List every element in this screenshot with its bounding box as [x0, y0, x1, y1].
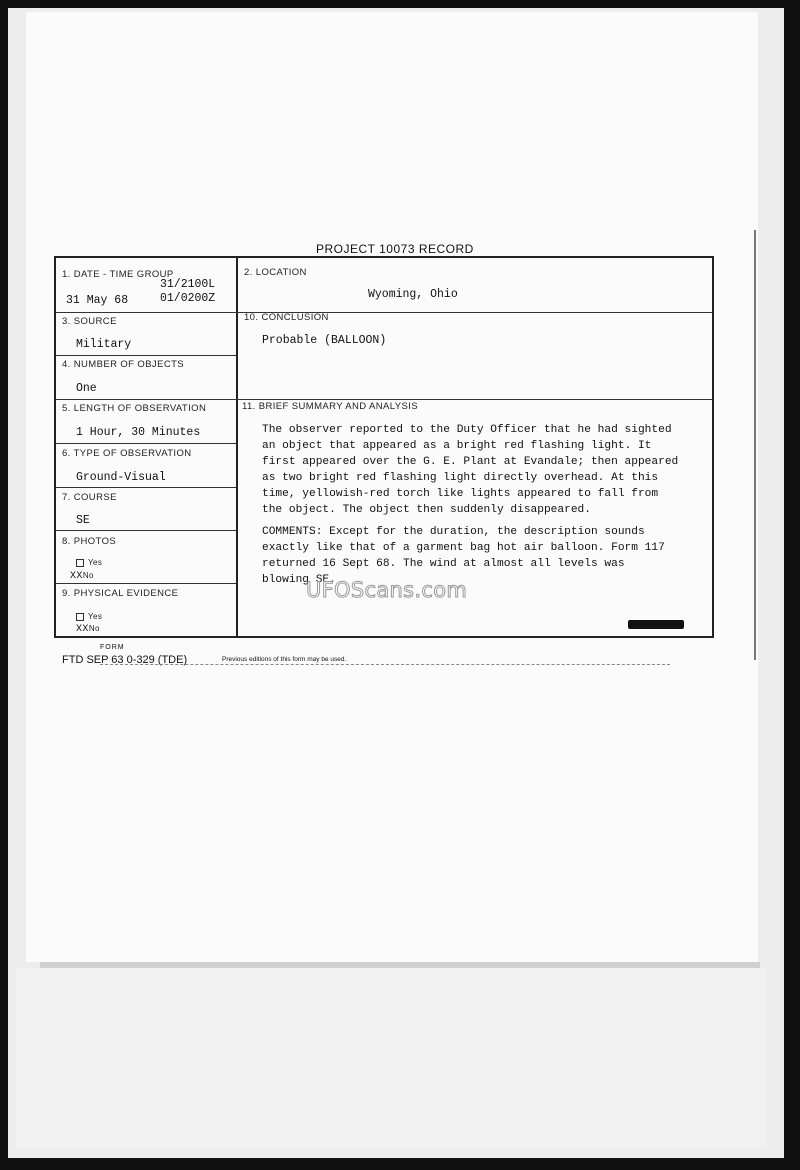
row-divider — [56, 399, 712, 400]
summary-line: the object. The object then suddenly disappeared. — [262, 504, 591, 516]
evidence-no-option — [76, 624, 100, 635]
conclusion-label: 10. CONCLUSION — [244, 312, 329, 323]
location-label: 2. LOCATION — [244, 267, 307, 278]
form-title: PROJECT 10073 RECORD — [316, 242, 474, 256]
watermark-text: UFOScans.com — [306, 578, 468, 602]
summary-label: 11. BRIEF SUMMARY AND ANALYSIS — [242, 401, 419, 412]
footer-form-word: FORM — [100, 644, 125, 651]
row-divider — [56, 530, 236, 531]
length-of-observation-value: 1 Hour, 30 Minutes — [76, 426, 201, 439]
course-value: SE — [76, 514, 90, 527]
time-local-value: 31/2100L — [160, 278, 216, 291]
row-divider — [56, 443, 236, 444]
photos-no-label: No — [82, 571, 94, 580]
lower-page-edge — [16, 968, 766, 1148]
redaction-mark — [628, 620, 684, 629]
photos-yes-label: Yes — [88, 558, 103, 567]
comments-line: COMMENTS: Except for the duration, the description sounds — [262, 526, 645, 538]
course-label: 7. COURSE — [62, 492, 117, 503]
source-label: 3. SOURCE — [62, 316, 117, 327]
footer-form-id: FTD SEP 63 0-329 (TDE) — [62, 654, 188, 666]
comments-line: exactly like that of a garment bag hot air balloon. Form 117 — [262, 542, 665, 554]
number-of-objects-label: 4. NUMBER OF OBJECTS — [62, 359, 185, 370]
evidence-no-label: No — [88, 624, 100, 633]
type-of-observation-value: Ground-Visual — [76, 471, 166, 484]
photos-label: 8. PHOTOS — [62, 536, 117, 547]
source-value: Military — [76, 338, 132, 351]
page-edge-line — [754, 230, 756, 660]
summary-line: first appeared over the G. E. Plant at Evandale; then appeared — [262, 456, 679, 468]
date-time-label: 1. DATE - TIME GROUP — [62, 269, 174, 280]
footer-note: Previous editions of this form may be used. — [222, 656, 347, 663]
conclusion-value: Probable (BALLOON) — [262, 334, 387, 347]
row-divider — [56, 583, 236, 584]
physical-evidence-label: 9. PHYSICAL EVIDENCE — [62, 588, 179, 599]
type-of-observation-label: 6. TYPE OF OBSERVATION — [62, 448, 192, 459]
comments-line: returned 16 Sept 68. The wind at almost all levels was — [262, 558, 625, 570]
evidence-no-mark: XX — [76, 624, 89, 635]
column-divider — [236, 258, 238, 636]
time-zulu-value: 01/0200Z — [160, 292, 216, 305]
checkbox-icon — [76, 559, 84, 567]
comments-line: blowing SE. — [262, 574, 336, 586]
footer-rule — [100, 664, 670, 665]
evidence-yes-label: Yes — [88, 612, 103, 621]
row-divider — [56, 355, 236, 356]
row-divider — [56, 487, 236, 488]
checkbox-icon — [76, 613, 84, 621]
photos-no-option — [70, 571, 94, 582]
evidence-yes-option — [76, 612, 102, 621]
photos-yes-option — [76, 558, 102, 567]
summary-line: The observer reported to the Duty Officer that he had sighted — [262, 424, 672, 436]
photos-no-mark: XX — [70, 571, 83, 582]
row-divider — [56, 312, 712, 313]
location-value: Wyoming, Ohio — [368, 288, 458, 301]
length-of-observation-label: 5. LENGTH OF OBSERVATION — [62, 403, 207, 414]
number-of-objects-value: One — [76, 382, 97, 395]
summary-line: an object that appeared as a bright red flashing light. It — [262, 440, 652, 452]
date-value: 31 May 68 — [66, 294, 129, 307]
summary-line: time, yellowish-red torch like lights appeared to fall from — [262, 488, 659, 500]
summary-line: as two bright red flashing light directly overhead. At this — [262, 472, 659, 484]
